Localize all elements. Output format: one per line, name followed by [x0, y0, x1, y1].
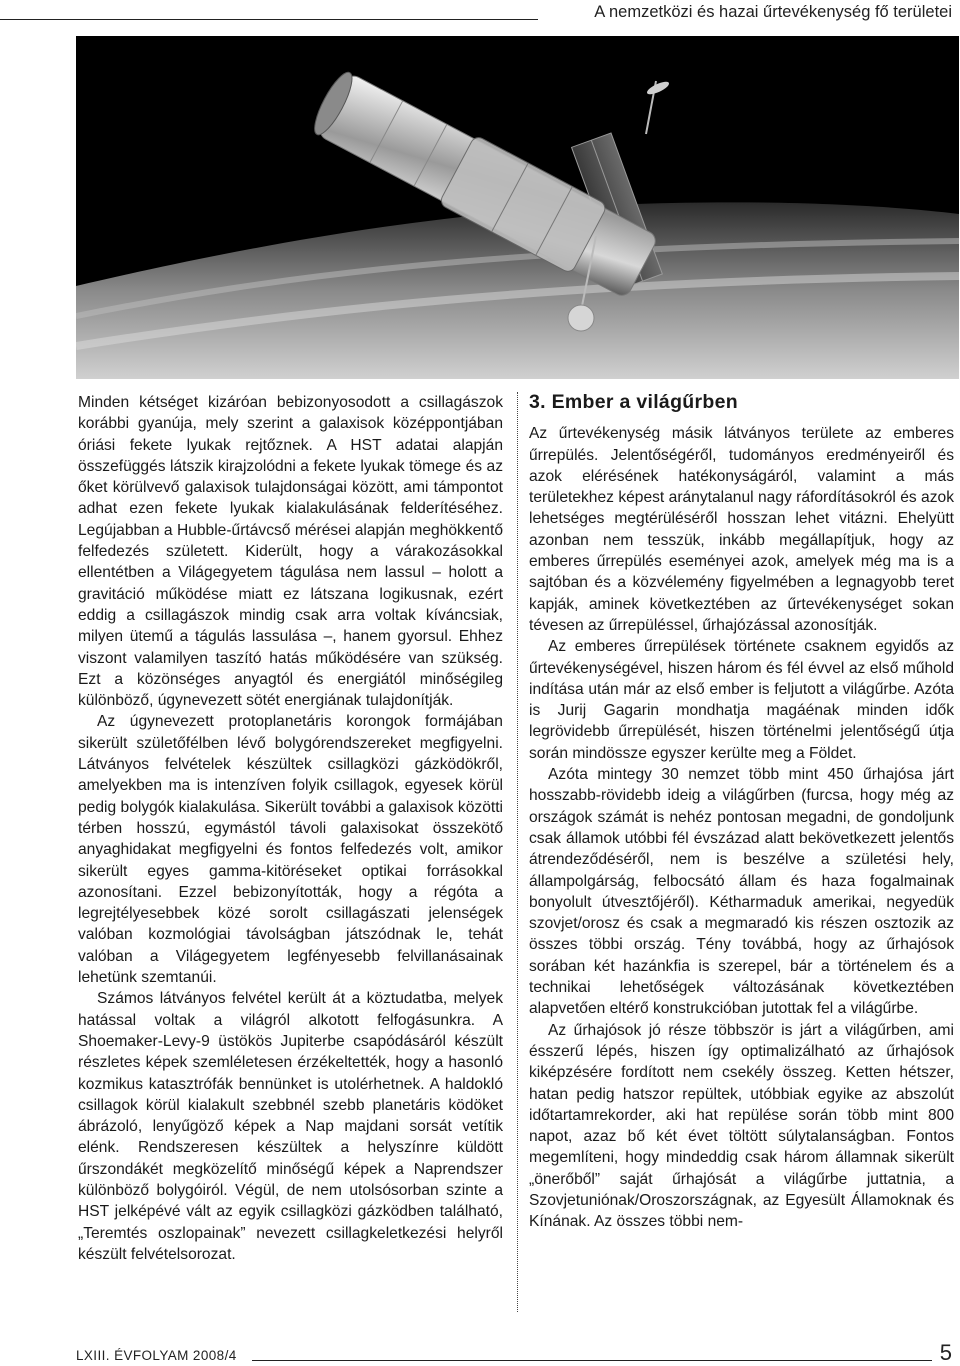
left-column [78, 392, 503, 1265]
column-divider [517, 392, 518, 1312]
journal-issue: LXIII. ÉVFOLYAM 2008/4 [76, 1348, 237, 1363]
paragraph: Az emberes űrrepülések története csaknem egyidős az űrtevékenységével, hiszen három és fél évvel az első műhold indítása után már az első ember is feljutott a világűrbe. Azóta is Jurij Gagarin mondhatja magáénak minden idők legrövidebb űrrepülését, hiszen történelmi jelentőségű útja során mindössze egyszer kerülte meg a Földet. [529, 638, 954, 762]
running-header-title: A nemzetközi és hazai űrtevékenység fő területei [594, 3, 952, 21]
hubble-telescope-photo [76, 36, 959, 379]
paragraph: Minden kétséget kizáróan bebizonyosodott a csillagászok korábbi gyanúja, mely szerint a galaxisok középpontjában óriási fekete lyukak rejtőznek. A HST adatai alapján összefüggés látszik kirajzolódni a fekete lyukak tömege és az őket körülvevő galaxisok tulajdonságai között, ami támpontot adhat ezen fekete lyukak kialakulásának felderítéséhez. Legújabban a Hubble-űrtávcső mérései alapján meghökkentő felfedezés született. Kiderült, hogy a várakozásokkal ellentétben a Világegyetem tágulása nem lassul – holott a gravitáció működése miatt ez látszana logikusnak, ezért eddig a csillagászok mindig csak arra voltak kíváncsiak, milyen ütemű a tágulás lassulása –, hanem gyorsul. Ehhez viszont valamilyen taszító hatás működésére van szükség. Ezt a közönséges anyagtól és energiától minőségileg különböző, úgynevezett sötét energiának tulajdonítják. [78, 394, 503, 710]
paragraph: Az űrhajósok jó része többször is járt a világűrben, ami ésszerű lépés, hiszen így optimalizálható az űrhajósok kiképzésére fordított nem csekély összeg. Ketten hétszer, hatan pedig hatszor repültek, utóbbiak egyike az abszolút időtartamrekorder, aki hat repülése során több mint 800 napot, azaz bő két évet töltött súlytalanságban. Fontos megemlíteni, hogy mindeddig csak három államnak sikerült „önerőből” saját űrhajósát a világűrbe juttatnia, a Szovjetuniónak/Oroszországnak, az Egyesült Államoknak és Kínának. Az összes többi nem- [529, 1021, 954, 1231]
paragraph: Számos látványos felvétel került át a köztudatba, melyek hatással voltak a világról alkotott felfogásunkra. A Shoemaker-Levy-9 üstökös Jupiterbe csapódásáról készült részletes képek szemléletesen érzékeltették, hogy a hasonló kozmikus katasztrófák bennünket is utolérhetnek. A haldokló csillagok körül kialakult szebbnél szebb planetáris ködöket ábrázoló, lenyűgöző képek a Nap majdani sorsát vetítik elénk. Rendszeresen készültek a helyszínre küldött űrszondákét megközelítő minőségű képek a Naprendszer különböző bolygóiról. Végül, de nem utolsósorban szinte a HST jelképévé vált az egyik csillagközi gázködben található, „Teremtés oszlopainak” nevezett csillagkeletkezési helyről készült felvételsorozat. [78, 990, 503, 1263]
paragraph: Az úgynevezett protoplanetáris korongok formájában sikerült születőfélben lévő bolygórendszereket megfigyelni. Látványos felvételek készültek csillagközi gázködökről, amelyekben ma is intenzíven folyik csillagok, egyesek körül pedig bolygók kialakulása. Sikerült további a galaxisok közötti térben hosszú, egymástól távoli galaxisokat összekötő anyaghidakat megfigyelni és fontos felfedezés volt, amikor sikerült egyes gamma-kitöréseket optikai forrásokkal azonosítani. Ezzel bebizonyították, hogy a régóta a legrejtélyesebbek közé sorolt csillagászati jelenségek valóban kozmológiai távolságban játszódnak le, tehát valóban a Világegyetem legfényesebb felvillanásainak lehetünk szemtanúi. [78, 713, 503, 987]
footer-rule [252, 1360, 932, 1361]
header-rule [0, 19, 538, 20]
paragraph: Az űrtevékenység másik látványos területe az emberes űrrepülés. Jelentőségéről, tudományos eredményeiről és azok elérésének hatékonyságáról, valamint a más területekhez képest aránytalanul nagy ráfordításokról és azok lehetséges megtérüléséről hosszan lehet vitázni. Ehelyütt azonban nem tesszük, inkább megállapítjuk, hogy az emberes űrrepülés eseményei azok, amelyek még ma is a sajtóban és a közvélemény figyelmében a legnagyobb teret kapják, aminek következtében az űrtevékenységet sokan tévesen az űrrepüléssel, űrhajózással azonosítják. [529, 425, 954, 634]
right-column [529, 392, 954, 1233]
section-heading: 3. Ember a világűrben [529, 391, 738, 413]
paragraph: Azóta mintegy 30 nemzet több mint 450 űrhajósa járt hosszabb-rövidebb ideig a világűrben (furcsa, hogy még az országok számát is nehéz pontosan megadni, de gondoljunk csak államok utóbbi fél évszázad alatt bekövetkezett jelentős átrendeződéséről, nem is beszélve a születési hely, állampolgárság, felbocsátó állam és haza fogalmainak bonyolult útvesztőjéről). Kétharmaduk amerikai, negyedük szovjet/orosz és csak a megmaradó kis részen osztozik az összes többi ország. Tény továbbá, hogy az űrhajósok sorában két hazánkfia is szerepel, bár a történelem és a technikai lehetőségek változásának következtében alapvetően eltérő konstrukcióban jutottak fel a világűrbe. [529, 766, 954, 1018]
page-number: 5 [939, 1340, 952, 1365]
